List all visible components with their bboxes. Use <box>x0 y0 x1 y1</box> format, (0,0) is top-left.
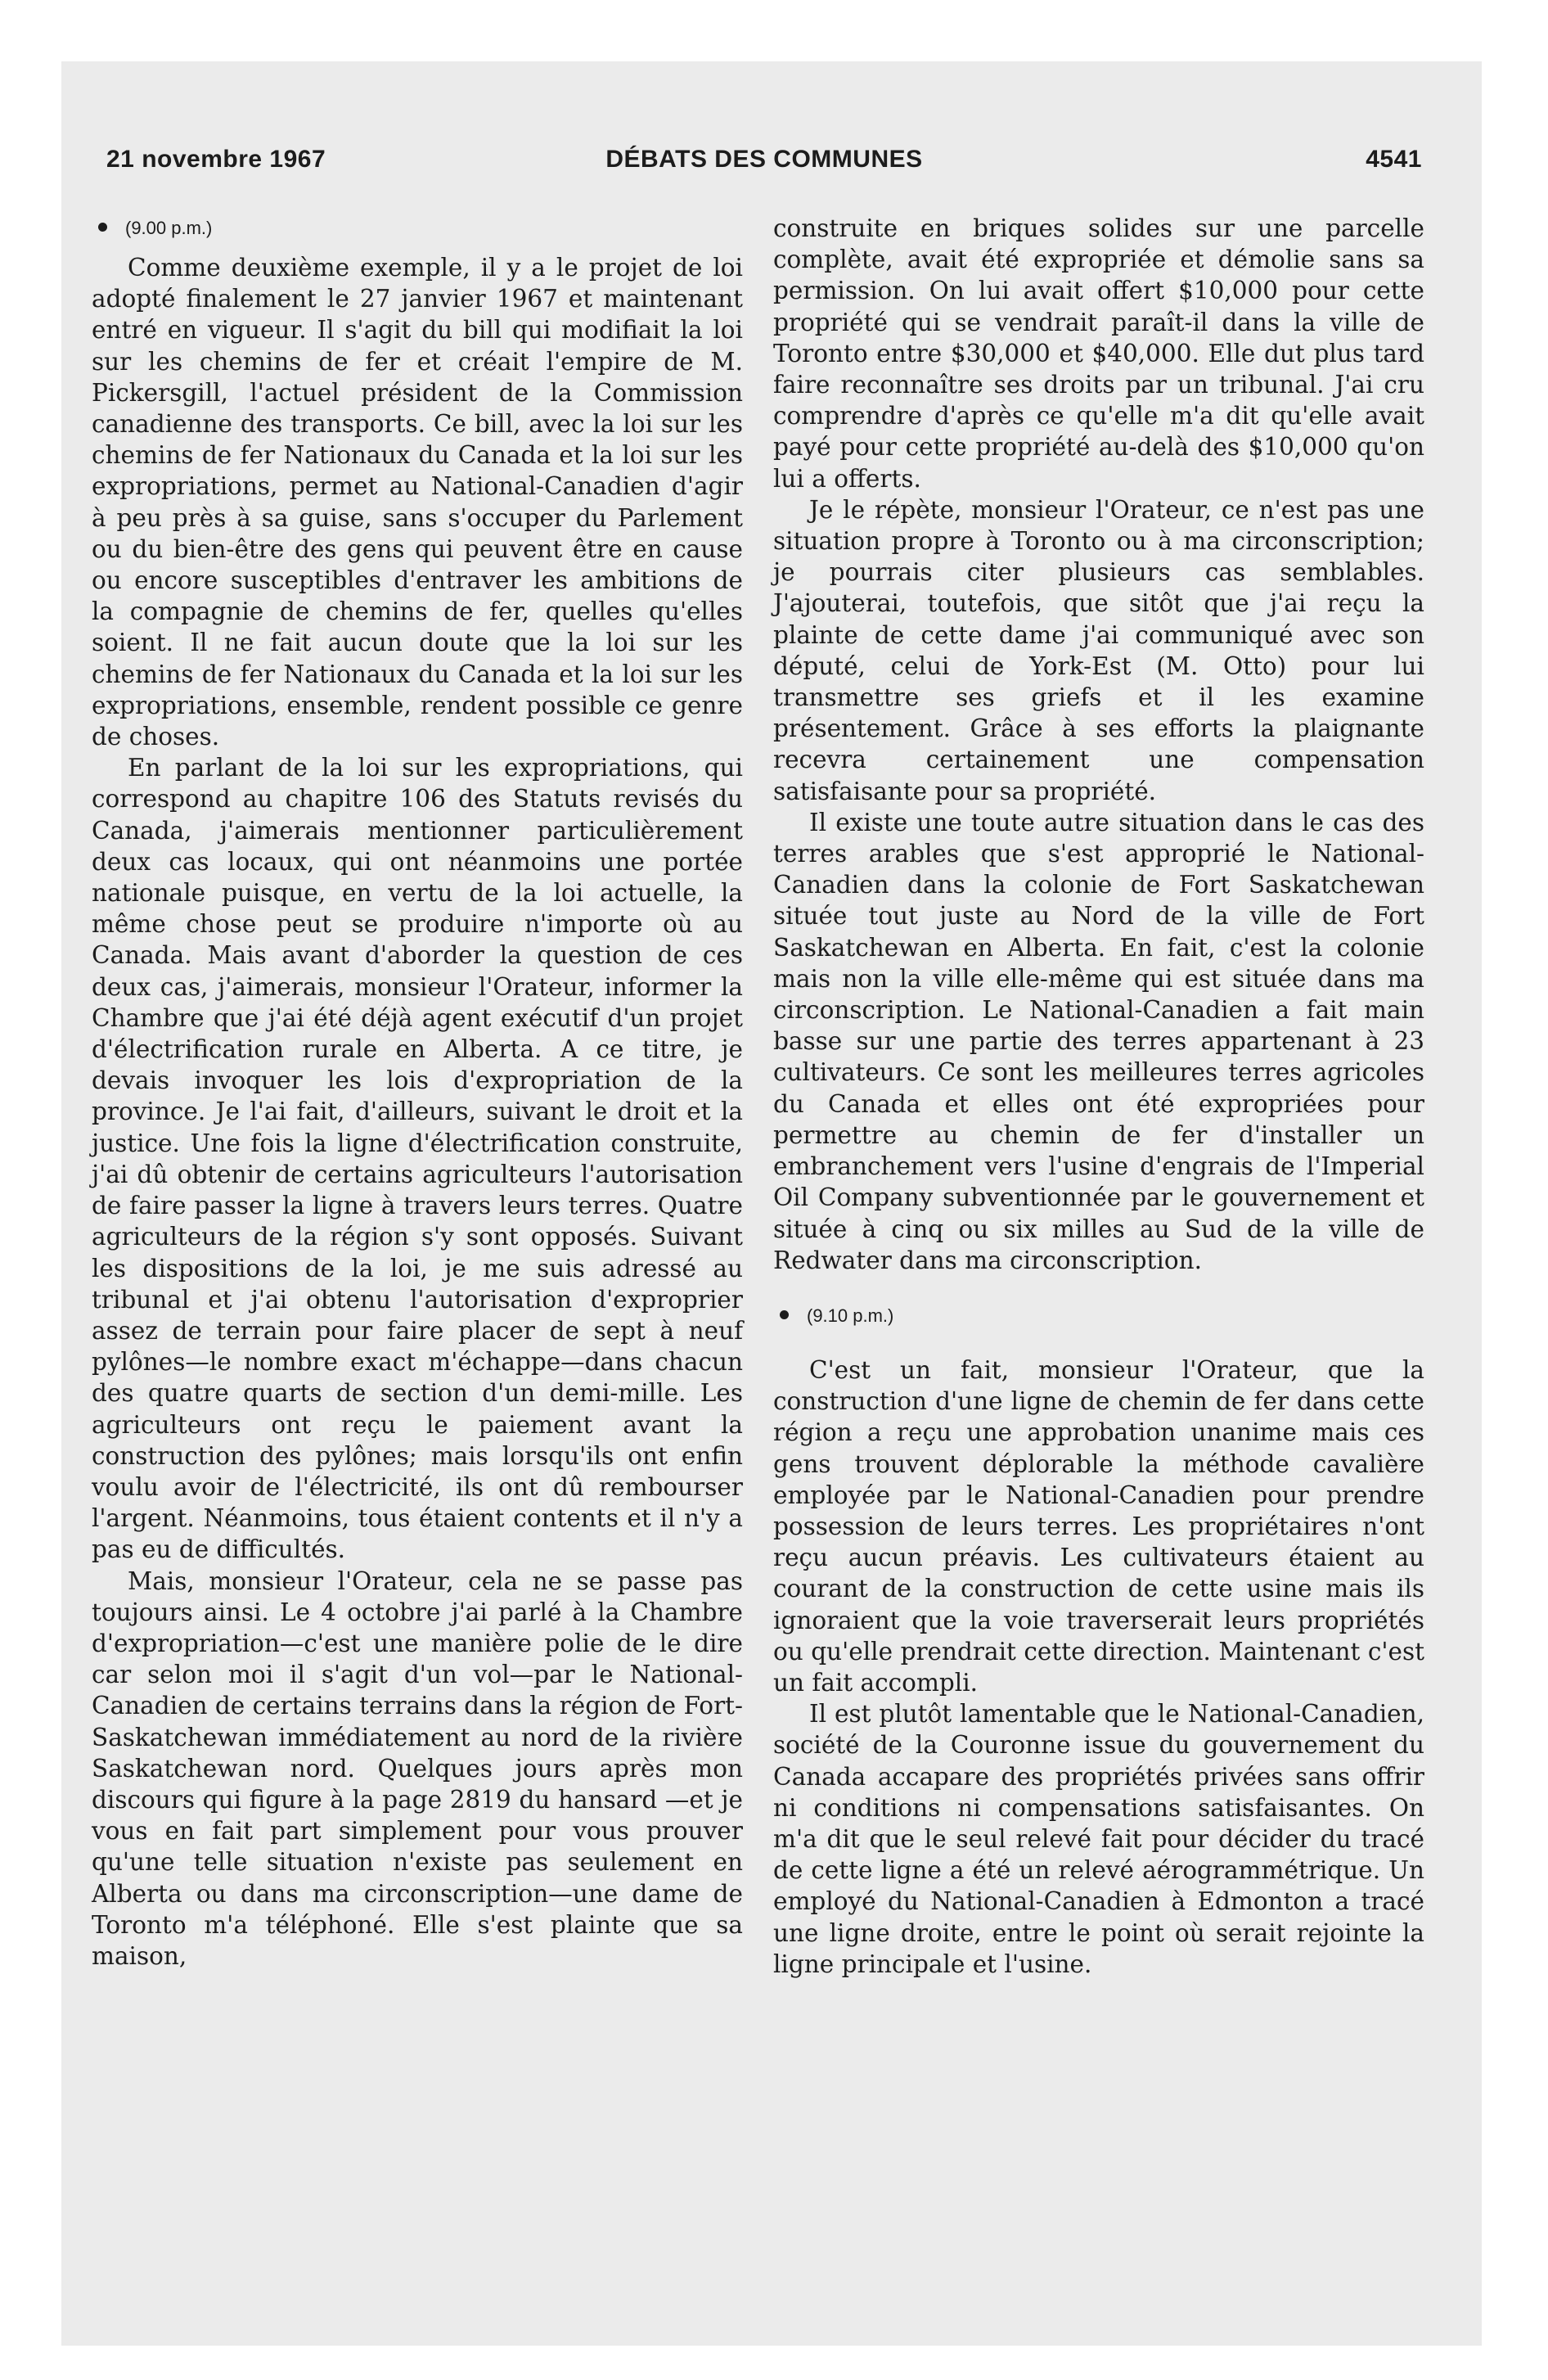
left-column <box>92 213 743 1972</box>
timestamp-text: (9.00 p.m.) <box>125 218 213 238</box>
paragraph: Comme deuxième exemple, il y a le projet de loi adopté finalement le 27 janvier 1967 et maintenant entré en vigueur. Il s'agit du bill qui modifiait la loi sur les chemins de fer et créait l'empire de M. Pickersgill, l'actuel président de la Commission canadienne des transports. Ce bill, avec la loi sur les chemins de fer Nationaux du Canada et la loi sur les expropriations, permet au National-Canadien d'agir à peu près à sa guise, sans s'occuper du Parlement ou du bien-être des gens qui peuvent être en cause ou encore susceptibles d'entraver les ambitions de la compagnie de chemins de fer, quelles qu'elles soient. Il ne fait aucun doute que la loi sur les chemins de fer Nationaux du Canada et la loi sur les expropriations, ensemble, rendent possible ce genre de choses. <box>92 254 743 751</box>
bullet-icon <box>98 223 107 232</box>
timestamp-marker <box>773 1300 1424 1332</box>
paragraph: C'est un fait, monsieur l'Orateur, que la construction d'une ligne de chemin de fer dans cette région a reçu une approbation unanime mais ces gens trouvent déplorable la méthode cavalière employée par le National-Canadien pour prendre possession de leurs terres. Les propriétaires n'ont reçu aucun préavis. Les cultivateurs étaient au courant de la construction de cette usine mais ils ignoraient que la voie traverserait leurs propriétés ou qu'elle prendrait cette direction. Maintenant c'est un fait accompli. <box>773 1355 1424 1697</box>
timestamp-text: (9.10 p.m.) <box>807 1305 894 1326</box>
paragraph: Mais, monsieur l'Orateur, cela ne se passe pas toujours ainsi. Le 4 octobre j'ai parlé à la Chambre d'expropriation—c'est une manière polie de le dire car selon moi il s'agit d'un vol—par le National-Canadien de certains terrains dans la région de Fort-Saskatchewan immédiatement au nord de la rivière Saskatchewan nord. Quelques jours après mon discours qui figure à la page 2819 du hansard —et je vous en fait part simplement pour vous prouver qu'une telle situation n'existe pas seulement en Alberta ou dans ma circonscription—une dame de Toronto m'a téléphoné. Elle s'est plainte que sa maison, <box>92 1566 743 1970</box>
paragraph: Je le répète, monsieur l'Orateur, ce n'est pas une situation propre à Toronto ou à ma circonscription; je pourrais citer plusieurs cas semblables. J'ajouterai, toutefois, que sitôt que j'ai reçu la plainte de cette dame j'ai communiqué avec son député, celui de York-Est (M. Otto) pour lui transmettre ses griefs et il les examine présentement. Grâce à ses efforts la plaignante recevra certainement une compensation satisfaisante pour sa propriété. <box>773 495 1424 805</box>
paragraph: Il est plutôt lamentable que le National-Canadien, société de la Couronne issue du gouvernement du Canada accapare des propriétés privées sans offrir ni conditions ni compensations satisfaisantes. On m'a dit que le seul relevé fait pour décider du tracé de cette ligne a été un relevé aérogrammétrique. Un employé du National-Canadien à Edmonton a tracé une ligne droite, entre le point où serait rejointe la ligne principale et l'usine. <box>773 1700 1424 1978</box>
right-column <box>773 213 1424 1980</box>
bullet-icon <box>780 1310 789 1319</box>
header-date: 21 novembre 1967 <box>106 146 326 173</box>
paragraph: Il existe une toute autre situation dans le cas des terres arables que s'est approprié le National-Canadien dans la colonie de Fort Saskatchewan située tout juste au Nord de la ville de Fort Saskatchewan en Alberta. En fait, c'est la colonie mais non la ville elle-même qui est située dans ma circonscription. Le National-Canadien a fait main basse sur une partie des terres appartenant à 23 cultivateurs. Ce sont les meilleures terres agricoles du Canada et elles ont été expropriées pour permettre au chemin de fer d'installer un embranchement vers l'usine d'engrais de l'Imperial Oil Company subventionnée par le gouvernement et située à cinq ou six milles au Sud de la ville de Redwater dans ma circonscription. <box>773 808 1424 1274</box>
page-header <box>106 146 1422 187</box>
timestamp-marker <box>92 213 743 244</box>
header-title: DÉBATS DES COMMUNES <box>605 146 923 173</box>
paragraph: construite en briques solides sur une parcelle complète, avait été expropriée et démolie sans sa permission. On lui avait offert $10,000 pour cette propriété qui se vendrait paraît-il dans la ville de Toronto entre $30,000 et $40,000. Elle dut plus tard faire reconnaître ses droits par un tribunal. J'ai cru comprendre d'après ce qu'elle m'a dit qu'elle avait payé pour cette propriété au-delà des $10,000 qu'on lui a offerts. <box>773 214 1424 493</box>
paragraph: En parlant de la loi sur les expropriations, qui correspond au chapitre 106 des Statuts revisés du Canada, j'aimerais mentionner particulièrement deux cas locaux, qui ont néanmoins une portée nationale puisque, en vertu de la loi actuelle, la même chose peut se produire n'importe où au Canada. Mais avant d'aborder la question de ces deux cas, j'aimerais, monsieur l'Orateur, informer la Chambre que j'ai été déjà agent exécutif d'un projet d'électrification rurale en Alberta. A ce titre, je devais invoquer les lois d'expropriation de la province. Je l'ai fait, d'ailleurs, suivant le droit et la justice. Une fois la ligne d'électrification construite, j'ai dû obtenir de certains agriculteurs l'autorisation de faire passer la ligne à travers leurs terres. Quatre agriculteurs de la région s'y sont opposés. Suivant les dispositions de la loi, je me suis adressé au tribunal et j'ai obtenu l'autorisation d'exproprier assez de terrain pour faire placer de sept à neuf pylônes—le nombre exact m'échappe—dans chacun des quatre quarts de section d'un demi-mille. Les agriculteurs ont reçu le paiement avant la construction des pylônes; mais lorsqu'ils ont enfin voulu avoir de l'électricité, ils ont dû rembourser l'argent. Néanmoins, tous étaient contents et il n'y a pas eu de difficultés. <box>92 754 743 1564</box>
page-number: 4541 <box>1366 146 1422 173</box>
